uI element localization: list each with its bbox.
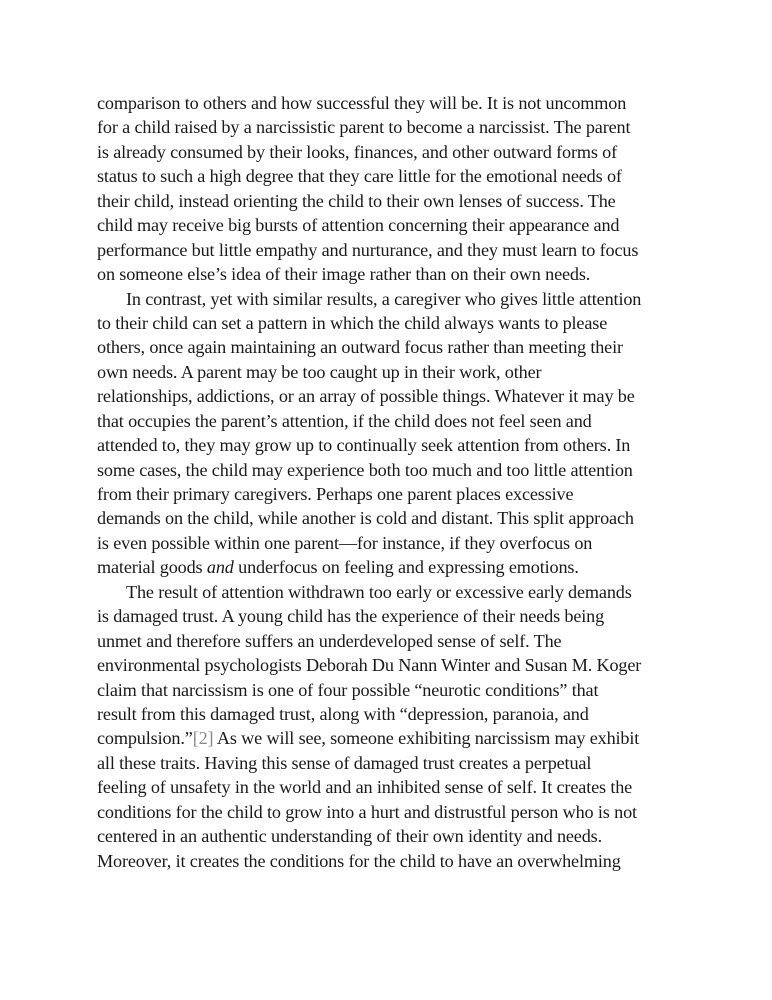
text-line: is damaged trust. A young child has the experience of their needs being [97,606,605,627]
text-line: result from this damaged trust, along with “depression, paranoia, and [97,703,589,724]
text-line [97,555,677,579]
text-segment: As we will see, someone exhibiting narcissism may exhibit [213,728,640,749]
text-line: to their child can set a pattern in which the child always wants to please [97,312,608,333]
text-line: feeling of unsafety in the world and an inhibited sense of self. It creates the [97,777,633,798]
body-text [97,91,677,873]
text-line: centered in an authentic understanding of their own identity and needs. [97,826,603,847]
text-line: Moreover, it creates the conditions for the child to have an overwhelming [97,850,621,871]
text-line: environmental psychologists Deborah Du Nann Winter and Susan M. Koger [97,655,642,676]
text-line: child may receive big bursts of attention concerning their appearance and [97,215,620,236]
text-line: from their primary caregivers. Perhaps one parent places excessive [97,484,574,504]
text-line: is already consumed by their looks, finances, and other outward forms of [97,141,618,162]
text-line: own needs. A parent may be too caught up in their work, other [97,361,542,382]
text-line: unmet and therefore suffers an underdeveloped sense of self. The [97,630,562,651]
text-line: relationships, addictions, or an array of possible things. Whatever it may be [97,386,635,407]
text-line: some cases, the child may experience both too much and too little attention [97,459,633,480]
text-segment: compulsion.” [97,728,193,749]
text-line: performance but little empathy and nurturance, and they must learn to focus [97,239,639,260]
text-line [97,726,677,750]
text-line: comparison to others and how successful they will be. It is not uncommon [97,93,627,113]
text-segment: material goods [97,557,207,578]
text-line: conditions for the child to grow into a hurt and distrustful person who is not [97,801,637,822]
text-line: for a child raised by a narcissistic parent to become a narcissist. The parent [97,117,631,138]
text-line: on someone else’s idea of their image rather than on their own needs. [97,264,591,285]
text-line: In contrast, yet with similar results, a caregiver who gives little attention [126,288,642,309]
emphasis-text: and [206,557,234,578]
text-segment: underfocus on feeling and expressing emotions. [233,557,579,578]
text-line: all these traits. Having this sense of damaged trust creates a perpetual [97,752,592,773]
text-line: demands on the child, while another is cold and distant. This split approach [97,508,634,529]
text-line: The result of attention withdrawn too early or excessive early demands [126,581,632,602]
text-line: attended to, they may grow up to continually seek attention from others. In [97,435,631,456]
footnote-reference-link[interactable]: [2] [192,728,214,749]
text-line: their child, instead orienting the child to their own lenses of success. The [97,190,616,211]
text-line: claim that narcissism is one of four possible “neurotic conditions” that [97,679,599,700]
text-line: status to such a high degree that they care little for the emotional needs of [97,166,622,187]
text-line: others, once again maintaining an outward focus rather than meeting their [97,337,623,358]
text-line: that occupies the parent’s attention, if the child does not feel seen and [97,410,592,431]
text-line: is even possible within one parent—for instance, if they overfocus on [97,532,593,553]
